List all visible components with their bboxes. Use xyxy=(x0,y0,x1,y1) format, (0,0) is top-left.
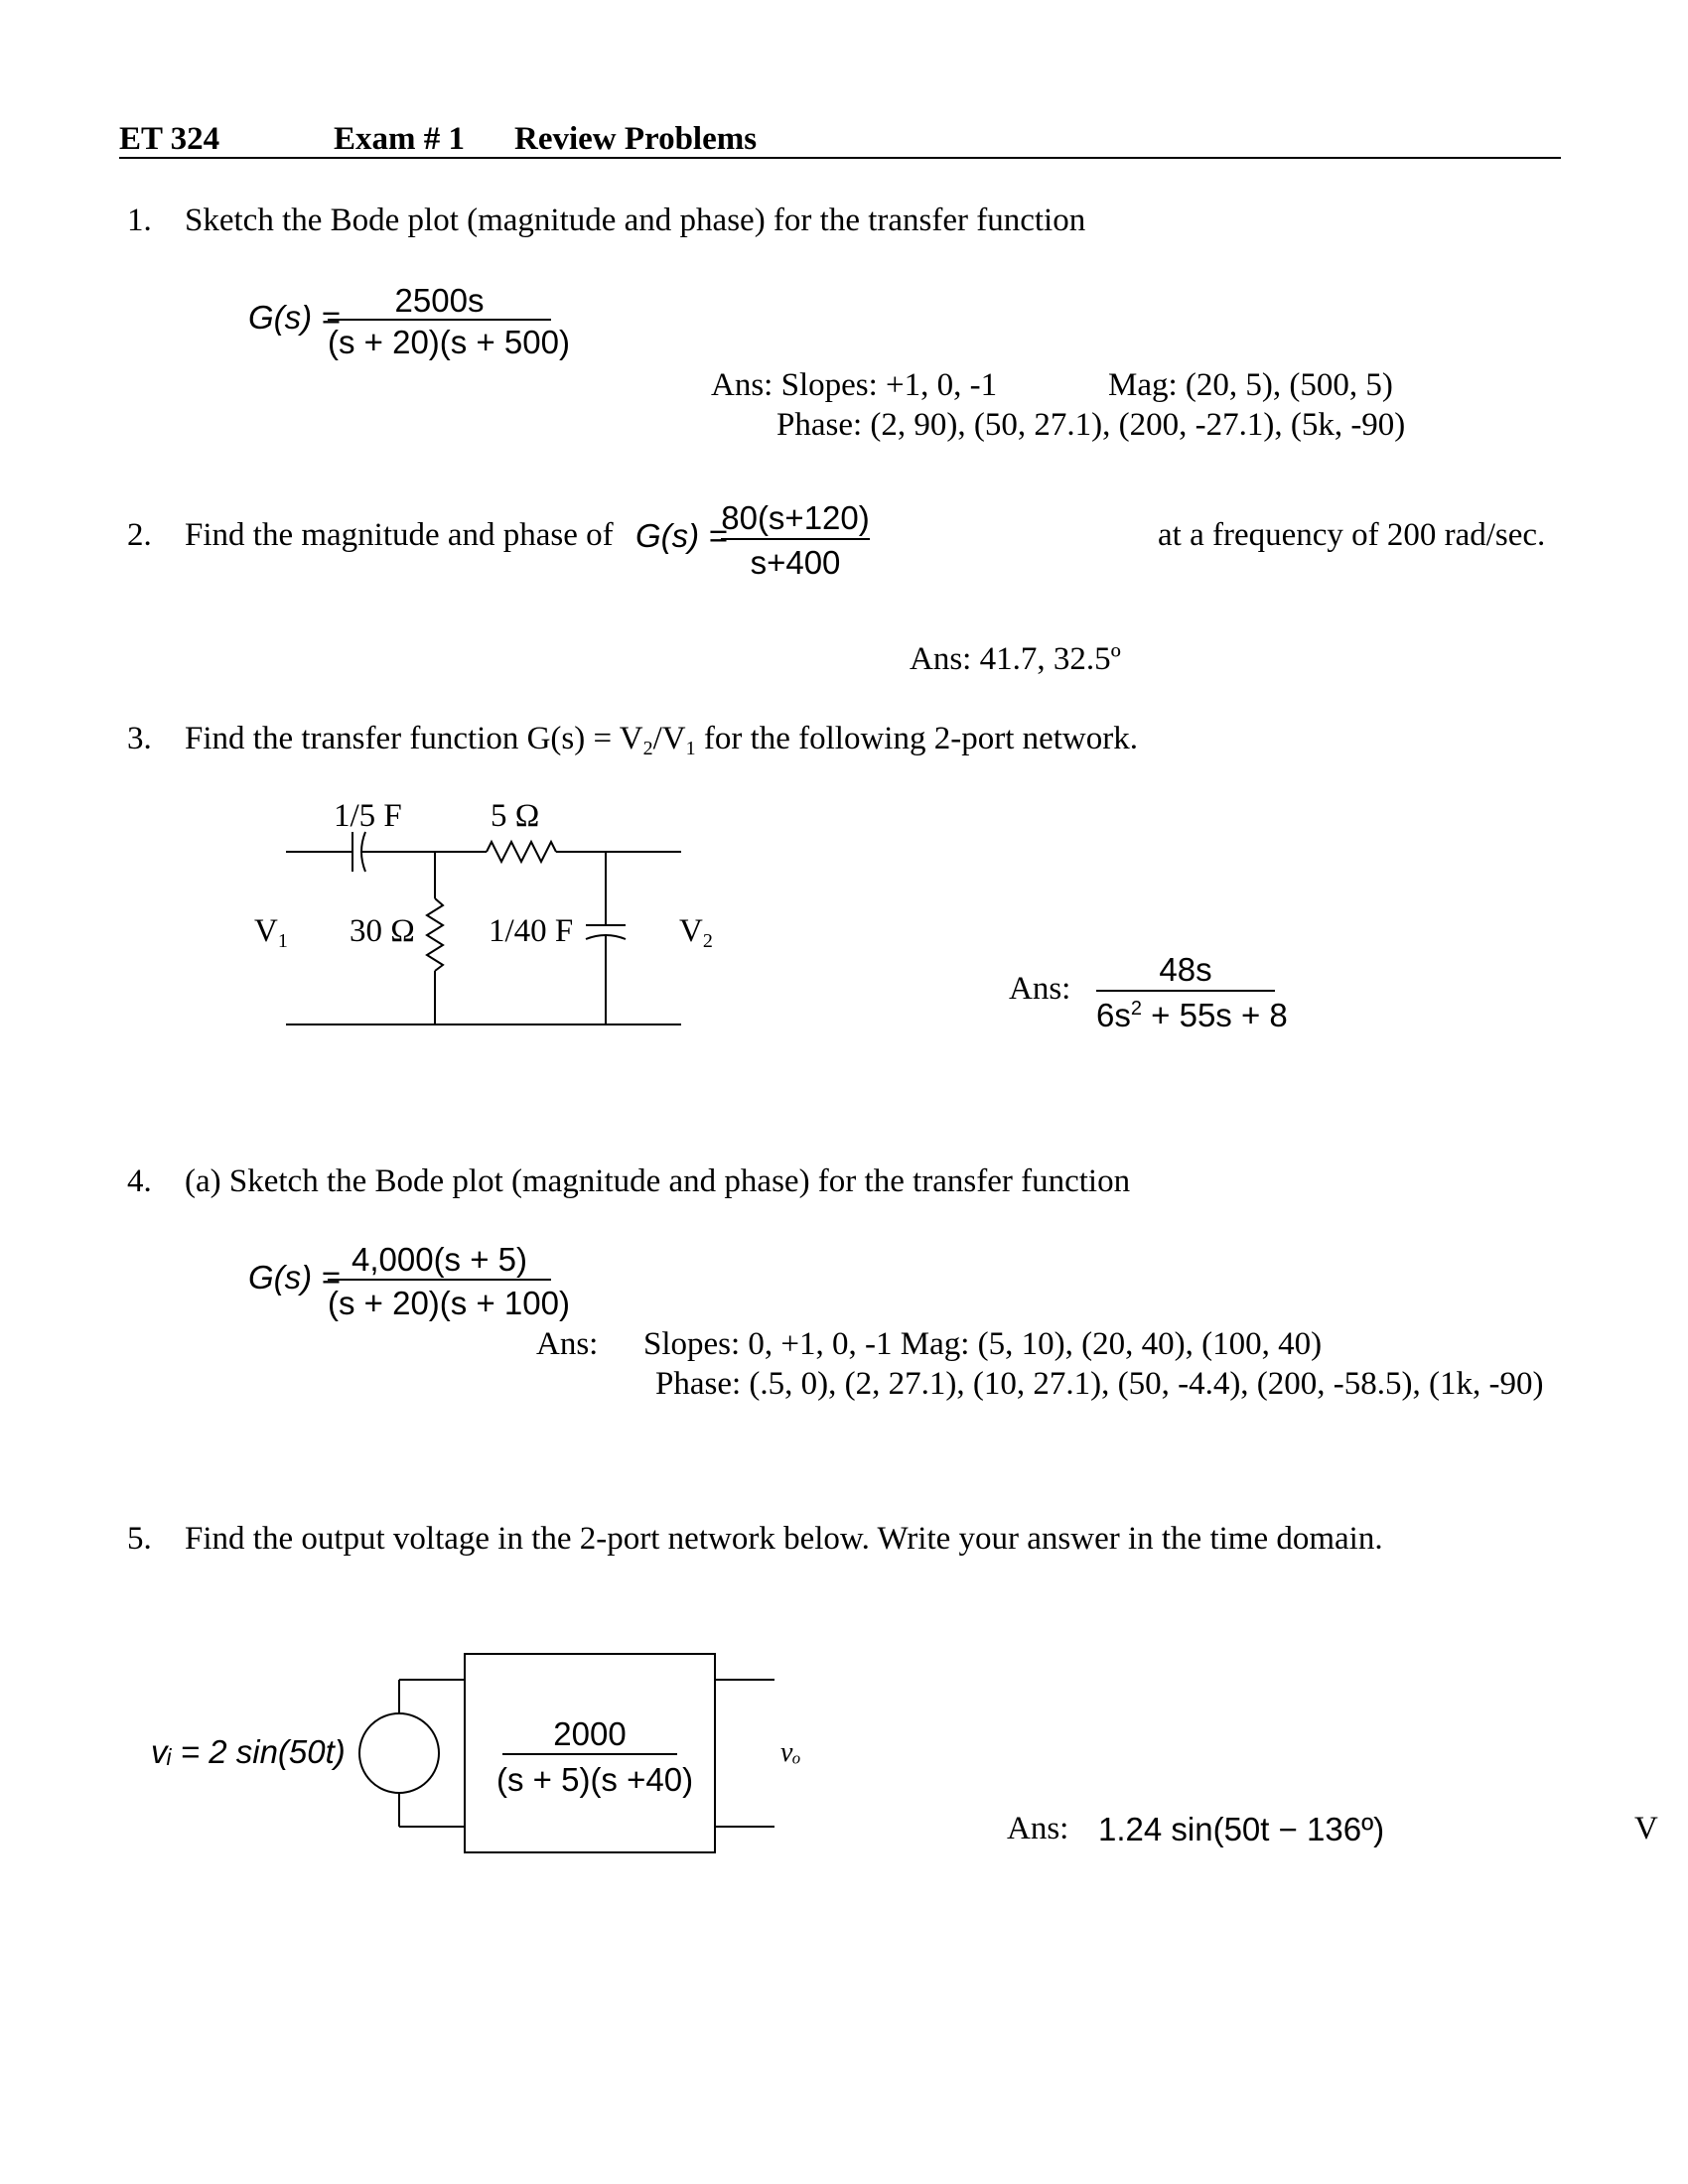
problem-3-answer-denominator: $6s^2 + 55s + 8$ xyxy=(1096,997,1288,1033)
c1-label: 1/5 F xyxy=(334,798,402,834)
box-denominator: (s + 5)(s +40) xyxy=(496,1761,694,1798)
c2-label: 1/40 F xyxy=(489,913,574,949)
problem-4-answer-line1: Slopes: 0, +1, 0, -1 Mag: (5, 10), (20, 40), (100, 40) xyxy=(643,1326,1323,1362)
problem-1-answer-slopes: Ans: Slopes: +1, 0, -1 xyxy=(711,367,998,403)
problem-5-answer-value: 1.24 sin(50t − 136º) xyxy=(1098,1811,1385,1847)
problem-3-answer-numerator: 48s xyxy=(1159,951,1212,988)
v1-label: $V_1$ xyxy=(254,913,288,952)
problem-4-numerator: 4,000(s + 5) xyxy=(351,1241,528,1278)
exam-number: Exam # 1 xyxy=(334,121,465,157)
problem-2-number: 2. xyxy=(127,517,152,553)
problem-2-answer: Ans: 41.7, 32.5º xyxy=(910,641,1121,677)
problem-5-answer-unit: V xyxy=(1634,1811,1658,1846)
box-numerator: 2000 xyxy=(553,1715,627,1752)
problem-3-answer-label: Ans: xyxy=(1009,971,1071,1007)
problem-2-text: Find the magnitude and phase of xyxy=(185,517,614,553)
problem-5-text: Find the output voltage in the 2-port network below. Write your answer in the time domain. xyxy=(185,1521,1383,1557)
input-voltage-label: vᵢ = 2 sin(50t) xyxy=(151,1733,346,1770)
problem-1-answer-phase: Phase: (2, 90), (50, 27.1), (200, -27.1), (5k, -90) xyxy=(776,407,1406,443)
problem-2-gs: G(s) = xyxy=(635,517,728,554)
problem-3-number: 3. xyxy=(127,721,152,756)
problem-2-tail: at a frequency of 200 rad/sec. xyxy=(1158,517,1546,553)
problem-1-numerator: 2500s xyxy=(394,282,485,319)
problem-4-text: (a) Sketch the Bode plot (magnitude and phase) for the transfer function xyxy=(185,1163,1131,1199)
problem-2-denominator: s+400 xyxy=(750,544,841,581)
problem-2-numerator: 80(s+120) xyxy=(721,499,870,536)
r2-label: 30 Ω xyxy=(350,913,415,949)
course-code: ET 324 xyxy=(119,121,220,157)
v2-label: $V_2$ xyxy=(679,913,713,952)
problem-1-answer-mag: Mag: (20, 5), (500, 5) xyxy=(1108,367,1393,403)
problem-4-answer-line2: Phase: (.5, 0), (2, 27.1), (10, 27.1), (50, -4.4), (200, -58.5), (1k, -90) xyxy=(655,1366,1544,1402)
problem-4-answer-label: Ans: xyxy=(536,1326,599,1362)
output-voltage-label: vₒ xyxy=(780,1737,801,1768)
problem-4-denominator: (s + 20)(s + 100) xyxy=(328,1285,570,1321)
problem-4-gs: G(s) = xyxy=(248,1259,341,1296)
voltage-source-circle xyxy=(359,1713,439,1793)
problem-1-gs: G(s) = xyxy=(248,299,341,336)
problem-4-number: 4. xyxy=(127,1163,152,1199)
problem-1-number: 1. xyxy=(127,203,152,238)
r1-label: 5 Ω xyxy=(491,798,540,834)
problem-5-number: 5. xyxy=(127,1521,152,1557)
problem-1-text: Sketch the Bode plot (magnitude and phase) for the transfer function xyxy=(185,203,1086,238)
page-title: Review Problems xyxy=(514,121,758,157)
problem-5-answer-label: Ans: xyxy=(1007,1811,1069,1846)
problem-1-denominator: (s + 20)(s + 500) xyxy=(328,324,570,360)
problem-3-text: Find the transfer function $G(s) = V_2/V_1$ for the following 2-port network. xyxy=(185,721,1138,759)
